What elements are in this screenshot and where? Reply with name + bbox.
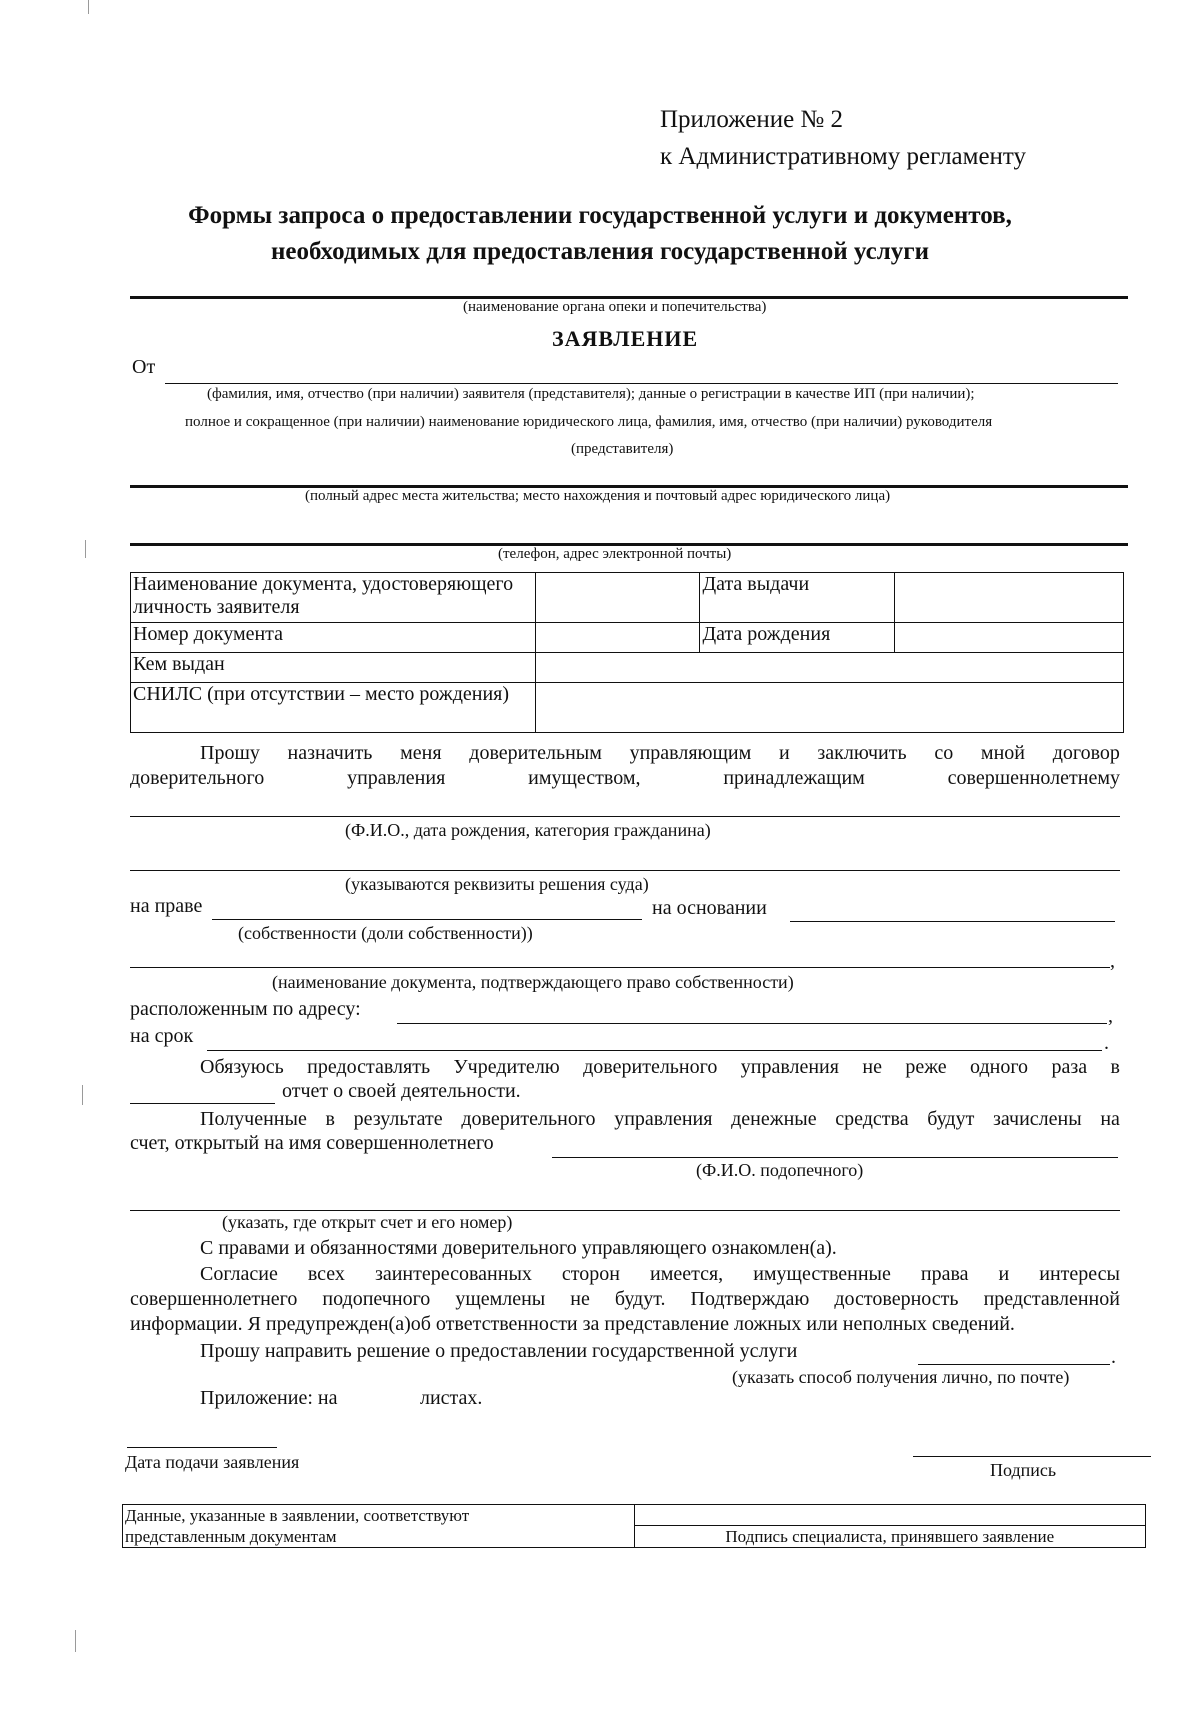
term-period: .	[1104, 1032, 1109, 1054]
word: в	[1110, 1056, 1120, 1078]
report-paragraph-line2: отчет о своей деятельности.	[282, 1080, 521, 1102]
word: предоставлять	[307, 1056, 431, 1078]
delivery-request: Прошу направить решение о предоставлении государственной услуги	[200, 1340, 798, 1362]
document-comma: ,	[1110, 950, 1115, 972]
delivery-method-field-line[interactable]	[918, 1364, 1110, 1365]
word: совершеннолетнему	[947, 767, 1120, 789]
snils-value[interactable]	[535, 683, 1123, 733]
word: совершеннолетнего	[130, 1288, 298, 1310]
word: не	[570, 1288, 590, 1310]
signature-label: Подпись	[990, 1460, 1057, 1480]
word: Подтверждаю	[690, 1288, 810, 1310]
word: интересы	[1039, 1263, 1120, 1285]
report-frequency-field-line[interactable]	[130, 1103, 275, 1104]
from-label: От	[132, 356, 156, 378]
specialist-signature-field[interactable]	[634, 1505, 1145, 1526]
word: и	[778, 742, 790, 764]
id-document-table	[130, 572, 1124, 733]
phone-caption: (телефон, адрес электронной почты)	[498, 546, 732, 562]
ward-caption: (Ф.И.О. подопечного)	[696, 1160, 864, 1180]
word: Полученные	[200, 1108, 307, 1130]
specialist-signature-label: Подпись специалиста, принявшего заявление	[634, 1526, 1145, 1548]
word: реже	[905, 1056, 947, 1078]
word: Учредителю	[453, 1056, 560, 1078]
verification-table	[122, 1504, 1146, 1548]
address-comma: ,	[1108, 1005, 1113, 1027]
document-caption: (наименование документа, подтверждающего право собственности)	[272, 972, 794, 992]
word: назначить	[287, 742, 373, 764]
word: управляющим	[629, 742, 752, 764]
verification-label: Данные, указанные в заявлении, соответствуют представленным документам	[123, 1505, 635, 1548]
applicant-signature-field-line[interactable]	[913, 1456, 1151, 1457]
account-caption: (указать, где открыт счет и его номер)	[222, 1212, 513, 1232]
word: принадлежащим	[723, 767, 865, 789]
address-label: расположенным по адресу:	[130, 998, 361, 1020]
property-address-field-line[interactable]	[397, 1023, 1107, 1024]
statement-title: ЗАЯВЛЕНИЕ	[552, 326, 699, 351]
ward-name-field-line[interactable]	[552, 1157, 1118, 1158]
organ-caption: (наименование органа опеки и попечительства)	[463, 299, 767, 315]
scan-mark	[88, 0, 89, 14]
right-label: на праве	[130, 895, 203, 917]
consent-paragraph-line1	[200, 1263, 1120, 1286]
word: Обязуюсь	[200, 1056, 284, 1078]
right-field-line[interactable]	[212, 919, 642, 920]
birth-date-value[interactable]	[895, 623, 1124, 653]
word: зачислены	[993, 1108, 1082, 1130]
scan-mark	[82, 1085, 83, 1105]
doc-name-label: Наименование документа, удостоверяющего личность заявителя	[131, 573, 536, 623]
court-field-line[interactable]	[130, 870, 1120, 871]
appendix-number: Приложение № 2	[660, 106, 844, 133]
word: имуществом,	[528, 767, 641, 789]
fio-caption: (Ф.И.О., дата рождения, категория гражданина)	[345, 820, 711, 840]
word: результате	[353, 1108, 443, 1130]
page-title: Формы запроса о предоставлении государственной услуги и документов,	[188, 202, 1012, 229]
word: не	[862, 1056, 882, 1078]
word: управления	[347, 767, 446, 789]
word: доверительного	[461, 1108, 596, 1130]
submission-date-field-line[interactable]	[127, 1447, 277, 1448]
page-subtitle: необходимых для предоставления государственной услуги	[271, 238, 929, 265]
fio-field-line[interactable]	[130, 816, 1120, 817]
address-caption: (полный адрес места жительства; место нахождения и почтовый адрес юридического лица)	[305, 488, 891, 504]
word: подопечного	[322, 1288, 431, 1310]
word: средства	[835, 1108, 909, 1130]
word: доверительного	[130, 767, 265, 789]
applicant-caption-2: полное и сокращенное (при наличии) наименование юридического лица, фамилия, имя, отчество (при наличии) руководителя	[185, 414, 993, 430]
funds-paragraph-line2: счет, открытый на имя совершеннолетнего	[130, 1132, 494, 1154]
funds-paragraph-line1	[200, 1108, 1120, 1131]
issued-by-label: Кем выдан	[131, 653, 536, 683]
word: договор	[1052, 742, 1120, 764]
word: представленной	[983, 1288, 1120, 1310]
ownership-caption: (собственности (доли собственности))	[238, 923, 533, 943]
report-paragraph-line1	[200, 1056, 1120, 1079]
word: будут.	[614, 1288, 666, 1310]
word: со	[934, 742, 954, 764]
word: Прошу	[200, 742, 260, 764]
account-field-line[interactable]	[130, 1210, 1120, 1211]
word: будут	[927, 1108, 975, 1130]
word: раза	[1051, 1056, 1088, 1078]
court-caption: (указываются реквизиты решения суда)	[345, 874, 649, 894]
birth-date-label: Дата рождения	[700, 623, 895, 653]
word: всех	[307, 1263, 345, 1285]
term-label: на срок	[130, 1025, 194, 1047]
word: мной	[980, 742, 1025, 764]
word: управления	[614, 1108, 713, 1130]
word: управления	[740, 1056, 839, 1078]
word: имеется,	[649, 1263, 724, 1285]
word: достоверность	[834, 1288, 959, 1310]
issued-by-value[interactable]	[535, 653, 1123, 683]
word: ущемлены	[455, 1288, 546, 1310]
snils-label: СНИЛС (при отсутствии – место рождения)	[131, 683, 536, 733]
word: сторон	[561, 1263, 620, 1285]
doc-number-value[interactable]	[535, 623, 700, 653]
doc-name-value[interactable]	[535, 573, 700, 623]
word: меня	[400, 742, 442, 764]
issue-date-value[interactable]	[895, 573, 1124, 623]
doc-number-label: Номер документа	[131, 623, 536, 653]
issue-date-label: Дата выдачи	[700, 573, 895, 623]
word: доверительным	[469, 742, 602, 764]
appendix-regulation: к Административному регламенту	[660, 143, 1027, 170]
attachment-label: Приложение: на	[200, 1387, 338, 1409]
applicant-caption-1: (фамилия, имя, отчество (при наличии) заявителя (представителя); данные о регистрации в качестве ИП (при наличии);	[207, 386, 975, 402]
word: имущественные	[753, 1263, 891, 1285]
word: одного	[970, 1056, 1029, 1078]
applicant-field-line[interactable]	[165, 383, 1118, 384]
basis-field-line[interactable]	[790, 921, 1115, 922]
word: на	[1100, 1108, 1120, 1130]
rights-acknowledgement: С правами и обязанностями доверительного управляющего ознакомлен(а).	[200, 1237, 837, 1259]
word: права	[920, 1263, 969, 1285]
document-field-line[interactable]	[130, 967, 1110, 968]
word: заключить	[817, 742, 907, 764]
word: и	[998, 1263, 1010, 1285]
word: заинтересованных	[374, 1263, 532, 1285]
term-field-line[interactable]	[207, 1050, 1102, 1051]
scan-mark	[75, 1630, 76, 1652]
applicant-caption-3: (представителя)	[571, 441, 674, 457]
basis-label: на основании	[652, 897, 767, 919]
request-paragraph-line2	[130, 767, 1120, 790]
consent-paragraph-line3: информации. Я предупрежден(а)об ответственности за представление ложных или неполных сведений.	[130, 1313, 1015, 1335]
scan-mark	[85, 540, 86, 558]
word: в	[325, 1108, 335, 1130]
attachment-sheets: листах.	[420, 1387, 483, 1409]
consent-paragraph-line2	[130, 1288, 1120, 1311]
word: доверительного	[583, 1056, 718, 1078]
word: денежные	[731, 1108, 817, 1130]
submission-date-label: Дата подачи заявления	[125, 1452, 300, 1472]
delivery-period: .	[1111, 1346, 1116, 1368]
request-paragraph-line1	[200, 742, 1120, 765]
word: Согласие	[200, 1263, 278, 1285]
delivery-caption: (указать способ получения лично, по почте)	[732, 1367, 1070, 1387]
